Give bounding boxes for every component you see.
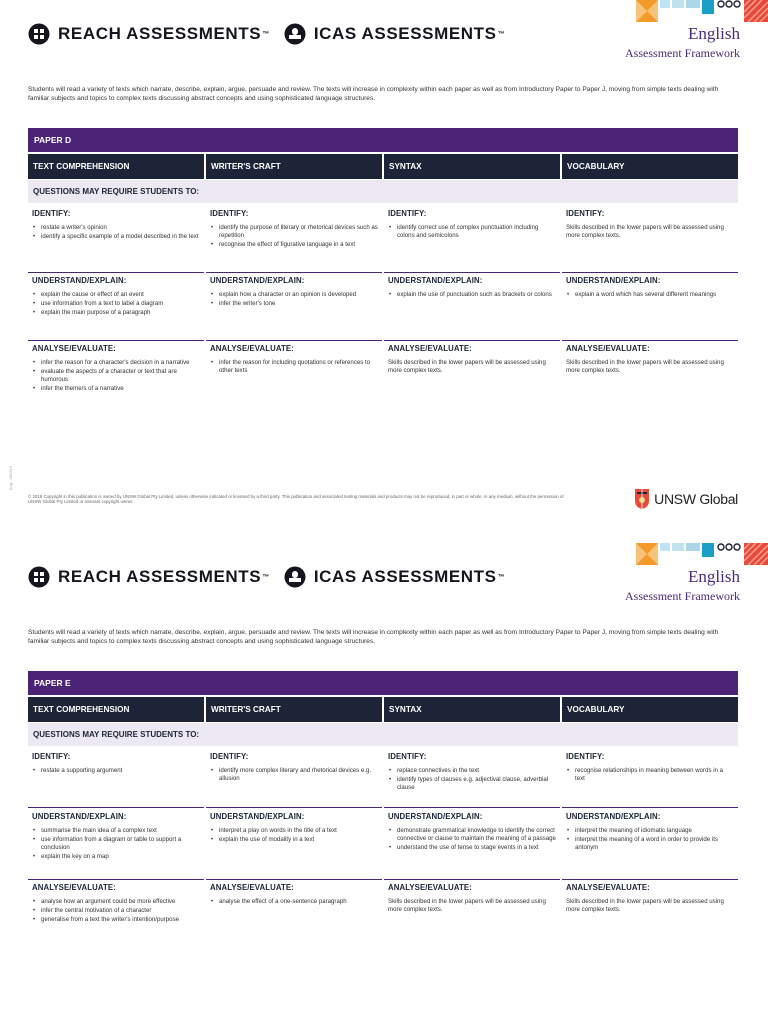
section-label: IDENTIFY:: [32, 752, 71, 761]
skill-item: • explain the use of punctuation such as brackets or colons: [388, 291, 556, 299]
skill-list: [32, 767, 200, 775]
decorative-pattern: [628, 0, 768, 24]
skill-item: • summarise the main idea of a complex text: [32, 827, 200, 835]
skill-item: • explain the cause or effect of an event: [32, 291, 200, 299]
skill-note: Skills described in the lower papers will be assessed using more complex texts.: [388, 898, 546, 913]
requirement-bar: QUESTIONS MAY REQUIRE STUDENTS TO:: [28, 723, 738, 746]
section-label: IDENTIFY:: [566, 209, 605, 218]
skill-item: • evaluate the aspects of a character or text that are humorous: [32, 368, 200, 383]
column-headers: [28, 154, 738, 179]
intro-paragraph: Students will read a variety of texts which narrate, describe, explain, argue, persuade and review. The texts will increase in complexity within each paper as well as from Introductory Paper to Paper J, moving from simple texts dealing with familiar subjects and topics to complex texts discussing abstract concepts and using sophisticated language structures.: [28, 629, 719, 645]
skill-list: [32, 359, 200, 393]
cell-text-comprehension: [28, 276, 204, 341]
skill-item: • infer the reason for a character's decision in a narrative: [32, 359, 200, 367]
skill-item: • explain the main purpose of a paragraph: [32, 309, 200, 317]
cell-text-comprehension: [28, 344, 204, 414]
cell-syntax: [384, 344, 560, 414]
skill-list: [388, 291, 556, 299]
skill-item: • recognise the effect of figurative language in a text: [210, 241, 378, 249]
skill-item: • recognise relationships in meaning between words in a text: [566, 767, 734, 782]
cell-writers-craft: [206, 752, 382, 808]
skill-item: • identify correct use of complex punctuation including colons and semicolons: [388, 224, 556, 239]
brand-row: [28, 20, 519, 48]
cell-syntax: [384, 883, 560, 943]
section-label: ANALYSE/EVALUATE:: [210, 883, 294, 892]
column-header-syntax: SYNTAX: [384, 154, 560, 179]
skill-list: [566, 291, 734, 299]
section-label: ANALYSE/EVALUATE:: [388, 883, 472, 892]
skill-item: • explain the use of modality in a text: [210, 836, 378, 844]
cell-syntax: [384, 812, 560, 880]
section-label: IDENTIFY:: [210, 209, 249, 218]
cell-text-comprehension: [28, 812, 204, 880]
cell-text-comprehension: [28, 209, 204, 273]
cell-writers-craft: [206, 883, 382, 943]
cell-syntax: [384, 276, 560, 341]
section-label: UNDERSTAND/EXPLAIN:: [210, 276, 305, 285]
skill-note: Skills described in the lower papers will be assessed using more complex texts.: [566, 898, 724, 913]
cell-syntax: [384, 209, 560, 273]
column-headers: [28, 697, 738, 722]
skill-item: • analyse how an argument could be more effective: [32, 898, 200, 906]
icas-logo-icon: [284, 23, 306, 45]
reach-logo-icon: [28, 23, 50, 45]
decorative-pattern: [628, 543, 768, 567]
analyse-evaluate-row: [28, 883, 738, 943]
skill-list: [210, 767, 378, 782]
skill-item: • identify more complex literary and rhetorical devices e.g. allusion: [210, 767, 378, 782]
skill-item: • identify a specific example of a model described in the text: [32, 233, 200, 241]
skill-list: [566, 827, 734, 851]
skill-item: • explain a word which has several different meanings: [566, 291, 734, 299]
cell-syntax: [384, 752, 560, 808]
intro-paragraph: Students will read a variety of texts which narrate, describe, explain, argue, persuade and review. The texts will increase in complexity within each paper as well as from Introductory Paper to Paper J, moving from simple texts dealing with familiar subjects and topics to complex texts discussing abstract concepts and using sophisticated language structures.: [28, 86, 719, 102]
framework-subtitle: Assessment Framework: [625, 46, 740, 60]
cell-writers-craft: [206, 344, 382, 414]
reach-brand-text: REACH ASSESSMENTS: [58, 567, 262, 586]
paper-title-bar: PAPER D: [28, 128, 738, 152]
identify-row: [28, 209, 738, 273]
reach-assessments-logo: REACH ASSESSMENTS ™: [28, 566, 270, 588]
skill-item: • understand the use of tense to stage events in a text: [388, 844, 556, 852]
skill-item: • infer the reason for including quotations or references to other texts: [210, 359, 378, 374]
skill-item: • replace connectives in the text: [388, 767, 556, 775]
unsw-logo-text: UNSW Global: [654, 491, 738, 507]
cell-writers-craft: [206, 276, 382, 341]
skill-item: • interpret a play on words in the title of a text: [210, 827, 378, 835]
skill-item: • explain how a character or an opinion is developed: [210, 291, 378, 299]
identify-row: [28, 752, 738, 808]
skill-note: Skills described in the lower papers will be assessed using more complex texts.: [388, 359, 546, 374]
icas-brand-text: ICAS ASSESSMENTS: [313, 24, 497, 43]
skill-item: • generalise from a text the writer's intention/purpose: [32, 916, 200, 924]
skill-list: [32, 898, 200, 924]
reach-brand-text: REACH ASSESSMENTS: [58, 24, 262, 43]
skill-item: • interpret the meaning of idiomatic language: [566, 827, 734, 835]
section-label: IDENTIFY:: [32, 209, 71, 218]
skill-item: • interpret the meaning of a word in order to provide its antonym: [566, 836, 734, 851]
cell-text-comprehension: [28, 752, 204, 808]
cell-vocabulary: [562, 752, 738, 808]
cell-vocabulary: [562, 344, 738, 414]
cell-text-comprehension: [28, 883, 204, 943]
section-label: IDENTIFY:: [388, 209, 427, 218]
skill-item: • analyse the effect of a one-sentence paragraph: [210, 898, 378, 906]
section-label: ANALYSE/EVALUATE:: [32, 883, 116, 892]
skill-note: Skills described in the lower papers will be assessed using more complex texts.: [566, 224, 724, 239]
skill-list: [210, 827, 378, 844]
section-label: ANALYSE/EVALUATE:: [388, 344, 472, 353]
side-code: Eng - 080319: [8, 465, 13, 490]
icas-brand-text: ICAS ASSESSMENTS: [313, 567, 497, 586]
column-header-text-comprehension: TEXT COMPREHENSION: [28, 697, 204, 722]
cell-writers-craft: [206, 812, 382, 880]
section-label: UNDERSTAND/EXPLAIN:: [210, 812, 305, 821]
icas-assessments-logo: ICAS ASSESSMENTS ™: [284, 566, 505, 588]
skill-list: [566, 767, 734, 782]
skill-list: [388, 767, 556, 791]
skill-list: [32, 827, 200, 861]
framework-subtitle: Assessment Framework: [625, 589, 740, 603]
skill-note: Skills described in the lower papers will be assessed using more complex texts.: [566, 359, 724, 374]
section-label: ANALYSE/EVALUATE:: [566, 883, 650, 892]
subject-title: English: [688, 567, 740, 586]
brand-row: [28, 563, 519, 591]
copyright-notice: © 2019 Copyright in this publication is owned by UNSW Global Pty Limited, unless otherwise indicated or licensed by a third party. This publication and associated testing materials and products may not be reproduced, in part or whole, in any medium, without the permission of UNSW Global Pty Limited or relevant copyright owner.: [28, 494, 564, 505]
section-label: UNDERSTAND/EXPLAIN:: [388, 276, 483, 285]
requirement-bar: QUESTIONS MAY REQUIRE STUDENTS TO:: [28, 180, 738, 203]
page-paper-e: [0, 543, 768, 1024]
skill-list: [32, 291, 200, 317]
subject-title: English: [688, 24, 740, 43]
skill-item: • infer the central motivation of a character: [32, 907, 200, 915]
cell-vocabulary: [562, 276, 738, 341]
cell-vocabulary: [562, 812, 738, 880]
section-label: UNDERSTAND/EXPLAIN:: [32, 276, 127, 285]
section-label: IDENTIFY:: [566, 752, 605, 761]
understand-explain-row: [28, 276, 738, 341]
section-label: ANALYSE/EVALUATE:: [32, 344, 116, 353]
skill-item: • infer the theme/s of a narrative: [32, 385, 200, 393]
icas-assessments-logo: ICAS ASSESSMENTS ™: [284, 23, 505, 45]
cell-writers-craft: [206, 209, 382, 273]
column-header-vocabulary: VOCABULARY: [562, 154, 738, 179]
skill-item: • explain the key on a map: [32, 853, 200, 861]
skill-list: [32, 224, 200, 241]
analyse-evaluate-row: [28, 344, 738, 414]
skill-list: [210, 898, 378, 906]
unsw-crest-icon: [634, 488, 650, 510]
section-label: UNDERSTAND/EXPLAIN:: [388, 812, 483, 821]
section-label: IDENTIFY:: [210, 752, 249, 761]
section-label: UNDERSTAND/EXPLAIN:: [32, 812, 127, 821]
cell-vocabulary: [562, 209, 738, 273]
icas-logo-icon: [284, 566, 306, 588]
column-header-syntax: SYNTAX: [384, 697, 560, 722]
skill-list: [210, 359, 378, 374]
column-header-text-comprehension: TEXT COMPREHENSION: [28, 154, 204, 179]
skill-item: • identify types of clauses e.g. adjectival clause, adverbial clause: [388, 776, 556, 791]
section-label: UNDERSTAND/EXPLAIN:: [566, 276, 661, 285]
reach-logo-icon: [28, 566, 50, 588]
column-header-writers-craft: WRITER'S CRAFT: [206, 154, 382, 179]
skill-item: • infer the writer's tone: [210, 300, 378, 308]
skill-list: [210, 291, 378, 308]
skill-list: [388, 827, 556, 851]
skill-list: [210, 224, 378, 248]
skill-item: • restate a writer's opinion: [32, 224, 200, 232]
column-header-writers-craft: WRITER'S CRAFT: [206, 697, 382, 722]
cell-vocabulary: [562, 883, 738, 943]
section-label: ANALYSE/EVALUATE:: [210, 344, 294, 353]
paper-title-bar: PAPER E: [28, 671, 738, 695]
skill-item: • use information from a diagram or table to support a conclusion: [32, 836, 200, 851]
section-label: ANALYSE/EVALUATE:: [566, 344, 650, 353]
unsw-global-logo: [634, 488, 738, 510]
column-header-vocabulary: VOCABULARY: [562, 697, 738, 722]
understand-explain-row: [28, 812, 738, 880]
skill-list: [388, 224, 556, 239]
skill-item: • use information from a text to label a diagram: [32, 300, 200, 308]
section-label: IDENTIFY:: [388, 752, 427, 761]
skill-item: • restate a supporting argument: [32, 767, 200, 775]
section-label: UNDERSTAND/EXPLAIN:: [566, 812, 661, 821]
reach-assessments-logo: REACH ASSESSMENTS ™: [28, 23, 270, 45]
skill-item: • identify the purpose of literary or rhetorical devices such as repetition: [210, 224, 378, 239]
skill-item: • demonstrate grammatical knowledge to identify the correct connective or clause to maintain the meaning of a passage: [388, 827, 556, 842]
